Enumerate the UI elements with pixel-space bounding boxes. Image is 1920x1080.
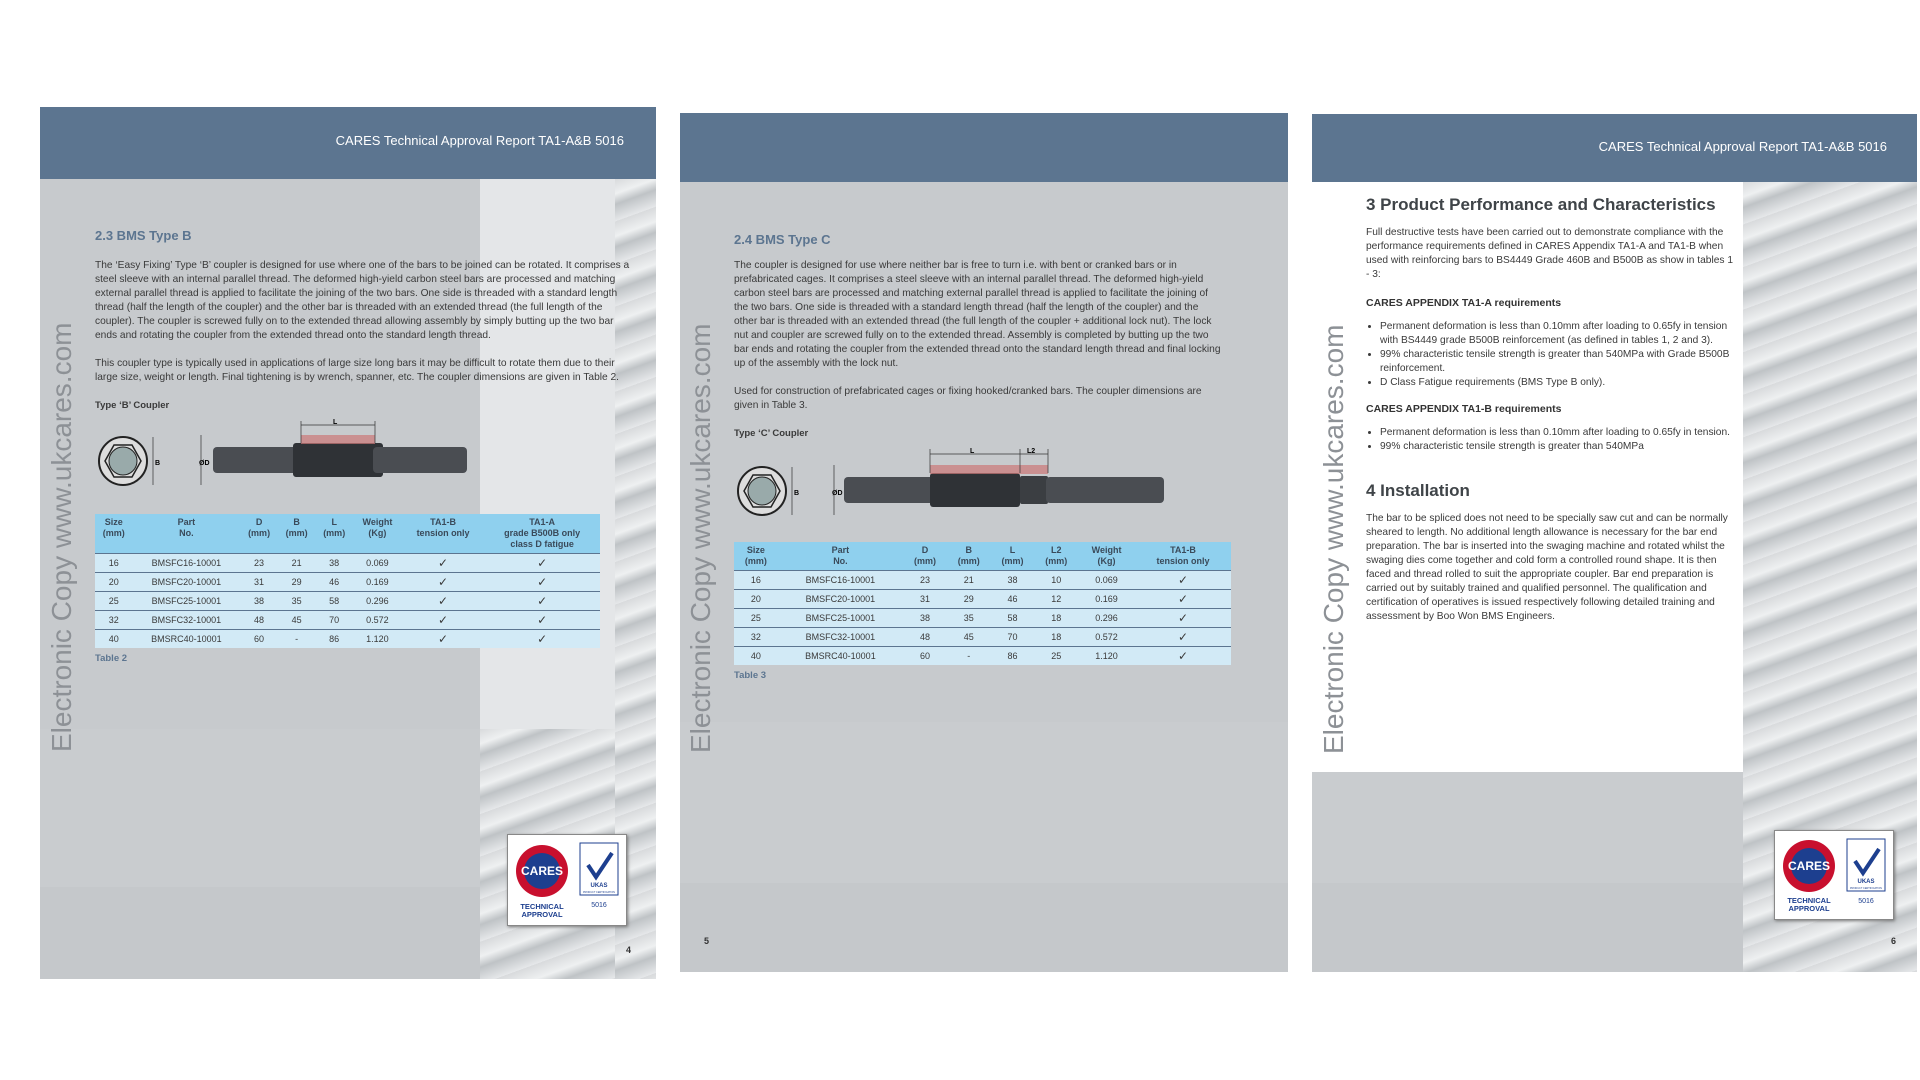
table-row xyxy=(734,628,1231,647)
table-row xyxy=(95,554,600,573)
table-cell: 20 xyxy=(95,573,133,592)
list-item: • 99% characteristic tensile strength is greater than 540MPa xyxy=(1380,440,1736,454)
table-cell: 25 xyxy=(95,592,133,611)
footer-band xyxy=(680,883,1288,972)
header-title: CARES Technical Approval Report TA1-A&B 5016 xyxy=(335,133,624,148)
table-cell: 58 xyxy=(315,592,353,611)
dimension-l-label: L xyxy=(970,448,975,455)
table-cell: BMSRC40-10001 xyxy=(133,630,241,649)
dimension-b-label: B xyxy=(155,460,161,467)
table-cell: 48 xyxy=(903,628,947,647)
page-6 xyxy=(1312,114,1917,972)
table-cell: 16 xyxy=(734,571,778,590)
cares-logo xyxy=(507,834,627,926)
table-cell: BMSFC20-10001 xyxy=(778,590,903,609)
table-cell: 38 xyxy=(903,609,947,628)
footer-band xyxy=(1312,883,1743,972)
table-3 xyxy=(734,542,1231,665)
paragraph: The coupler is designed for use where neither bar is free to turn i.e. with bent or cranked bars or in prefabricated cages. It comprises a steel sleeve with an internal parallel thread. The deformed high-yield carbon steel bars are processed and matching external parallel thread is applied to facilitate the joining of the two bars. One side is threaded with a standard length thread (half the length of the coupler) and the other bar is threaded with an extended thread (the full length of the coupler + additional lock nut). The lock nut and coupler are screwed fully on to the extended thread. Assembly is completed by butting up the two bar ends and rotating the coupler from the extended thread onto the standard length thread and final locking up of the assembly with the lock nut. xyxy=(734,260,1221,369)
list-item: • D Class Fatigue requirements (BMS Type B only). xyxy=(1380,376,1736,390)
table-cell: 0.296 xyxy=(1078,609,1135,628)
paragraph: The ‘Easy Fixing’ Type ‘B’ coupler is designed for use where one of the bars to be joined can be rotated. It comprises a steel sleeve with an internal parallel thread. The deformed high-yield carbon steel bars are processed and matching external parallel thread is applied to facilitate the joining of the two bars. One side is threaded with a standard length thread (half the length of the coupler) and the other bar is threaded with an extended thread (the full length of the coupler). The coupler is screwed fully on to the extended thread allowing assembly by simply butting up the two bar ends and rotating the coupler from the extended thread onto the standard length thread. xyxy=(95,260,630,341)
table-cell: 0.572 xyxy=(353,611,402,630)
footer-band xyxy=(40,887,480,979)
table-2 xyxy=(95,514,600,648)
ukas-sub-text: PRODUCT CERTIFICATION xyxy=(1850,887,1882,890)
column-header: Part No. xyxy=(133,514,241,554)
table-cell: BMSFC20-10001 xyxy=(133,573,241,592)
section-heading: 2.3 BMS Type B xyxy=(95,228,192,243)
table-cell: BMSFC25-10001 xyxy=(778,609,903,628)
table-cell: 18 xyxy=(1034,628,1078,647)
table-cell: 32 xyxy=(734,628,778,647)
page-header xyxy=(680,113,1288,182)
type-c-coupler-drawing xyxy=(734,441,1174,533)
watermark: Electronic Copy www.ukcares.com xyxy=(685,323,716,753)
list-item: • 99% characteristic tensile strength is greater than 540MPa with Grade B500B reinforcement. xyxy=(1380,348,1736,376)
technical-text: TECHNICAL xyxy=(520,902,564,911)
table-cell: 12 xyxy=(1034,590,1078,609)
section-heading: 3 Product Performance and Characteristics xyxy=(1366,195,1716,214)
table-cell: BMSFC16-10001 xyxy=(778,571,903,590)
table-row xyxy=(95,592,600,611)
column-header: L2 (mm) xyxy=(1034,542,1078,571)
check-mark-icon: ✓ xyxy=(402,554,484,573)
table-cell: - xyxy=(947,647,991,666)
table-row xyxy=(734,609,1231,628)
figure-title: Type ‘B’ Coupler xyxy=(95,400,170,411)
approval-text: APPROVAL xyxy=(521,910,563,919)
table-cell: 60 xyxy=(903,647,947,666)
type-b-coupler-drawing xyxy=(95,413,475,503)
table-cell: 23 xyxy=(903,571,947,590)
check-mark-icon: ✓ xyxy=(402,592,484,611)
approval-text: APPROVAL xyxy=(1788,904,1830,913)
table-cell: 21 xyxy=(947,571,991,590)
page-5 xyxy=(680,113,1288,972)
table-row xyxy=(95,573,600,592)
subheading: CARES APPENDIX TA1-B requirements xyxy=(1366,403,1562,415)
column-header: TA1-B tension only xyxy=(1135,542,1231,571)
table-cell: BMSFC25-10001 xyxy=(133,592,241,611)
table-cell: 0.296 xyxy=(353,592,402,611)
table-cell: 25 xyxy=(734,609,778,628)
table-cell: 48 xyxy=(240,611,278,630)
table-cell: 45 xyxy=(278,611,316,630)
check-mark-icon: ✓ xyxy=(1135,628,1231,647)
section-heading: 4 Installation xyxy=(1366,481,1470,500)
table-cell: 86 xyxy=(991,647,1035,666)
table-cell: BMSFC32-10001 xyxy=(133,611,241,630)
column-header: B (mm) xyxy=(947,542,991,571)
column-header: B (mm) xyxy=(278,514,316,554)
table-cell: 20 xyxy=(734,590,778,609)
column-header: Weight (Kg) xyxy=(353,514,402,554)
table-cell: 70 xyxy=(315,611,353,630)
table-cell: 1.120 xyxy=(353,630,402,649)
list-item: • Permanent deformation is less than 0.10mm after loading to 0.65fy in tension. xyxy=(1380,426,1736,440)
table-caption: Table 2 xyxy=(95,653,128,664)
table-cell: 29 xyxy=(947,590,991,609)
table-cell: 25 xyxy=(1034,647,1078,666)
paragraph: Full destructive tests have been carried out to demonstrate compliance with the performance requirements defined in CARES Appendix TA1-A and TA1-B when used with reinforcing bars to BS4449 Grade 460B and B500B as show in tables 1 - 3: xyxy=(1366,227,1733,280)
table-cell: 40 xyxy=(95,630,133,649)
table-cell: 0.169 xyxy=(1078,590,1135,609)
cert-number: 5016 xyxy=(591,902,607,909)
page-header xyxy=(40,107,656,179)
table-cell: BMSFC16-10001 xyxy=(133,554,241,573)
table-cell: 18 xyxy=(1034,609,1078,628)
check-mark-icon: ✓ xyxy=(402,630,484,649)
check-mark-icon: ✓ xyxy=(484,573,600,592)
table-cell: 46 xyxy=(315,573,353,592)
cares-text: CARES xyxy=(1787,859,1831,873)
table-cell: 31 xyxy=(903,590,947,609)
page-4 xyxy=(40,107,656,979)
column-header: Weight (Kg) xyxy=(1078,542,1135,571)
table-cell: 58 xyxy=(991,609,1035,628)
requirements-list-a xyxy=(1366,320,1736,390)
cares-logo xyxy=(1774,830,1894,920)
check-mark-icon: ✓ xyxy=(1135,647,1231,666)
table-row xyxy=(95,611,600,630)
table-cell: 38 xyxy=(315,554,353,573)
table-cell: 38 xyxy=(240,592,278,611)
watermark: Electronic Copy www.ukcares.com xyxy=(1318,324,1349,754)
table-row xyxy=(734,647,1231,666)
figure-title: Type ‘C’ Coupler xyxy=(734,428,809,439)
check-mark-icon: ✓ xyxy=(1135,571,1231,590)
table-cell: 46 xyxy=(991,590,1035,609)
column-header: L (mm) xyxy=(991,542,1035,571)
dimension-d-label: ØD xyxy=(832,490,843,497)
table-caption: Table 3 xyxy=(734,670,767,681)
column-header: TA1-A grade B500B only class D fatigue xyxy=(484,514,600,554)
cert-number: 5016 xyxy=(1858,898,1874,905)
column-header: Part No. xyxy=(778,542,903,571)
dimension-d-label: ØD xyxy=(199,460,210,467)
ukas-sub-text: PRODUCT CERTIFICATION xyxy=(583,891,615,894)
table-cell: 0.572 xyxy=(1078,628,1135,647)
watermark: Electronic Copy www.ukcares.com xyxy=(46,322,77,752)
table-cell: 21 xyxy=(278,554,316,573)
table-cell: 35 xyxy=(278,592,316,611)
table-cell: 16 xyxy=(95,554,133,573)
list-item: • Permanent deformation is less than 0.10mm after loading to 0.65fy in tension with BS4449 grade B500B reinforcement (as defined in tables 1, 2 and 3). xyxy=(1380,320,1736,348)
page-number: 6 xyxy=(1891,936,1897,946)
paragraph: This coupler type is typically used in applications of large size long bars it may be difficult to rotate them due to their large size, weight or length. Final tightening is by wrench, spanner, etc. The coupler dimensions are given in Table 2. xyxy=(95,358,620,383)
check-mark-icon: ✓ xyxy=(484,611,600,630)
check-mark-icon: ✓ xyxy=(1135,590,1231,609)
dimension-l2-label: L2 xyxy=(1027,448,1036,455)
table-cell: 29 xyxy=(278,573,316,592)
table-cell: 0.069 xyxy=(1078,571,1135,590)
column-header: TA1-B tension only xyxy=(402,514,484,554)
table-cell: BMSFC32-10001 xyxy=(778,628,903,647)
page-number: 5 xyxy=(704,936,710,946)
column-header: L (mm) xyxy=(315,514,353,554)
ukas-text: UKAS xyxy=(590,883,608,889)
dimension-l-label: L xyxy=(333,419,338,426)
column-header: Size (mm) xyxy=(734,542,778,571)
check-mark-icon: ✓ xyxy=(484,592,600,611)
column-header: D (mm) xyxy=(240,514,278,554)
table-cell: 31 xyxy=(240,573,278,592)
ukas-text: UKAS xyxy=(1857,879,1875,885)
page-number: 4 xyxy=(626,945,632,955)
check-mark-icon: ✓ xyxy=(484,554,600,573)
check-mark-icon: ✓ xyxy=(1135,609,1231,628)
table-cell: - xyxy=(278,630,316,649)
table-cell: 0.169 xyxy=(353,573,402,592)
column-header: D (mm) xyxy=(903,542,947,571)
paragraph: Used for construction of prefabricated cages or fixing hooked/cranked bars. The coupler dimensions are given in Table 3. xyxy=(734,386,1202,411)
requirements-list-b xyxy=(1366,426,1736,454)
table-row xyxy=(95,630,600,649)
table-cell: 10 xyxy=(1034,571,1078,590)
table-cell: 40 xyxy=(734,647,778,666)
paragraph: The bar to be spliced does not need to be specially saw cut and can be normally sheared to length. No additional length allowance is necessary for the bar end preparation. The bar is inserted into the swaging machine and rotated whilst the swaging dies come together and cold form a controlled round shape. It is then faced and thread rolled to suit the appropriate coupler. Bar end preparation is carried out by suitably trained and qualified personnel. The qualification and certification of operatives is issued respectively following detailed training and assessment by Boo Won BMS Engineers. xyxy=(1366,513,1728,622)
section-2-4 xyxy=(734,233,1224,683)
section-3 xyxy=(1366,195,1736,638)
section-heading: 2.4 BMS Type C xyxy=(734,232,831,247)
table-row xyxy=(734,571,1231,590)
table-row xyxy=(734,590,1231,609)
technical-text: TECHNICAL xyxy=(1787,896,1831,905)
column-header: Size (mm) xyxy=(95,514,133,554)
check-mark-icon: ✓ xyxy=(402,573,484,592)
header-title: CARES Technical Approval Report TA1-A&B 5016 xyxy=(1598,139,1887,154)
table-cell: 60 xyxy=(240,630,278,649)
table-cell: 38 xyxy=(991,571,1035,590)
table-cell: 35 xyxy=(947,609,991,628)
section-2-3 xyxy=(95,229,635,666)
table-cell: 0.069 xyxy=(353,554,402,573)
cares-text: CARES xyxy=(520,864,564,878)
page-header xyxy=(1312,114,1917,182)
table-cell: 23 xyxy=(240,554,278,573)
dimension-b-label: B xyxy=(794,490,800,497)
table-cell: 86 xyxy=(315,630,353,649)
table-cell: 1.120 xyxy=(1078,647,1135,666)
check-mark-icon: ✓ xyxy=(484,630,600,649)
table-cell: 45 xyxy=(947,628,991,647)
table-cell: BMSRC40-10001 xyxy=(778,647,903,666)
subheading: CARES APPENDIX TA1-A requirements xyxy=(1366,297,1562,309)
check-mark-icon: ✓ xyxy=(402,611,484,630)
table-cell: 32 xyxy=(95,611,133,630)
table-cell: 70 xyxy=(991,628,1035,647)
